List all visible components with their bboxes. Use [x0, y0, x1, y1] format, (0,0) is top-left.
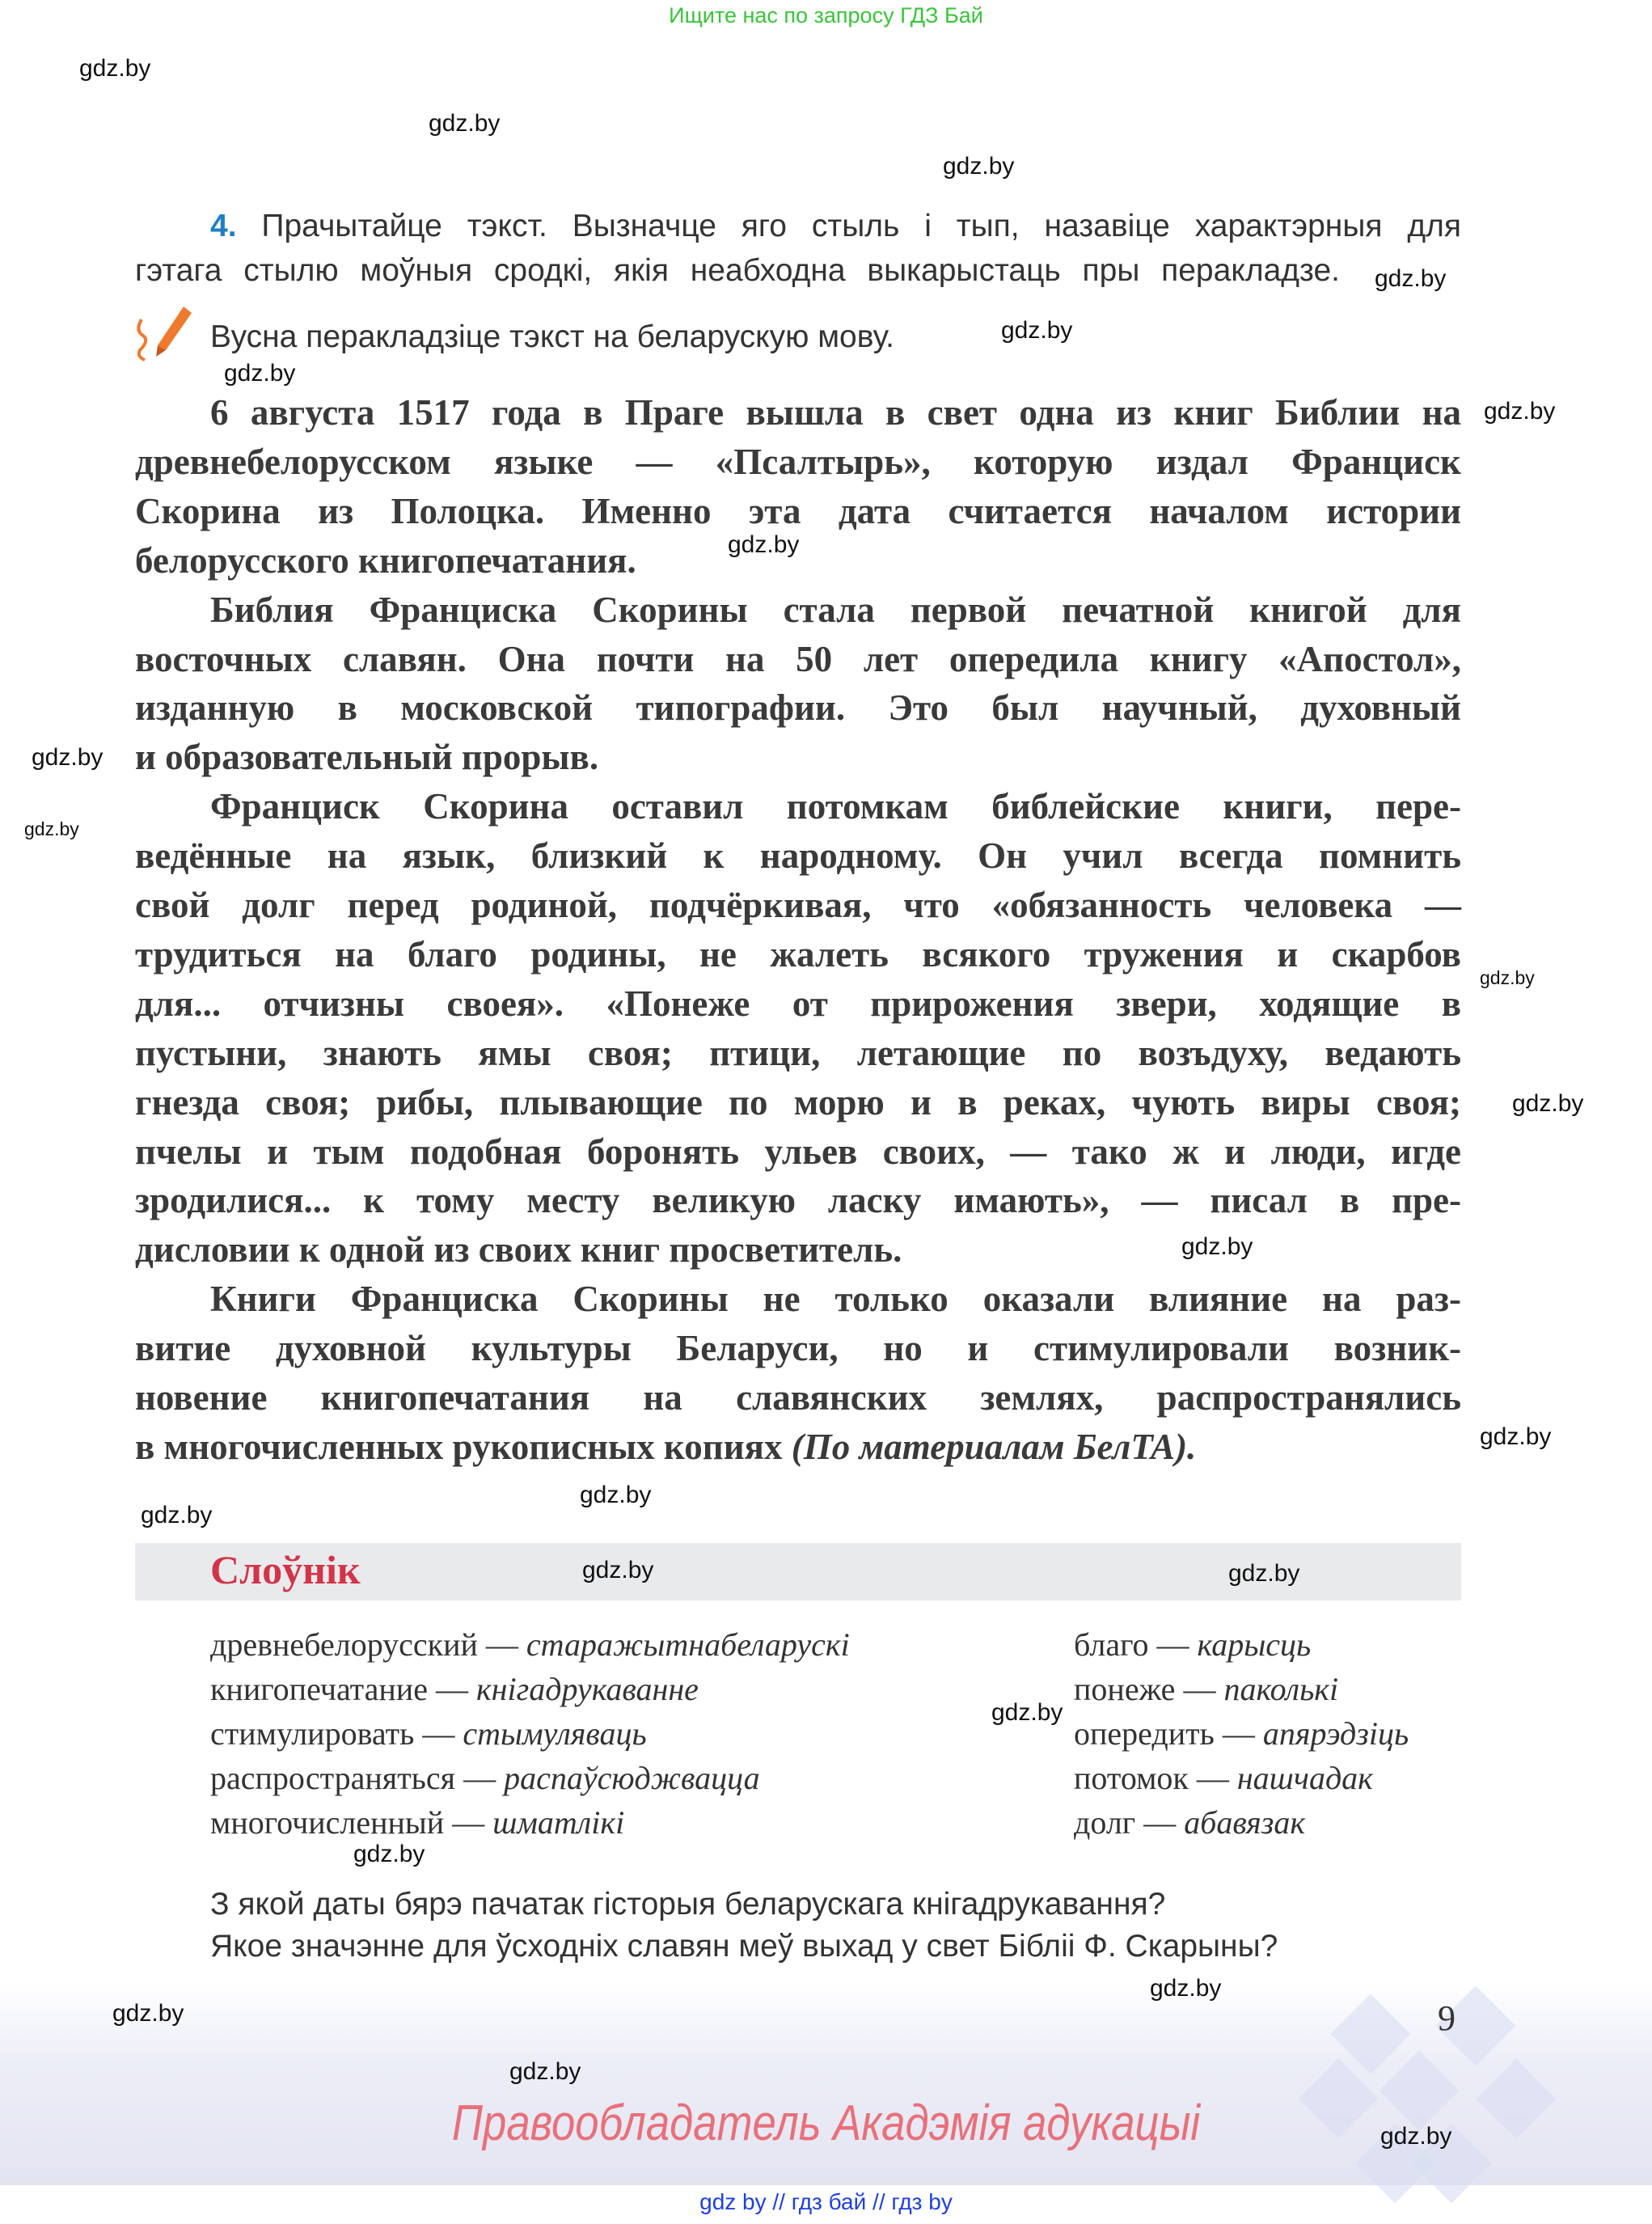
- text-line-content: зродилися... к тому месту великую ласку имають», — писал в пре-: [135, 1180, 1461, 1221]
- vocab-dash: —: [452, 1804, 485, 1841]
- vocab-term: опередить: [1074, 1715, 1215, 1752]
- watermark: gdz.by: [32, 744, 104, 771]
- watermark: gdz.by: [1181, 1233, 1253, 1260]
- text-line: [135, 831, 1461, 881]
- text-line-content: пчелы и тым подобная боронять ульев своих, — тако ж и люди, игде: [135, 1131, 1461, 1172]
- text-line-content: Франциск Скорина оставил потомкам библейские книги, пере-: [210, 786, 1461, 827]
- vocab-translation: апярэдзіць: [1262, 1715, 1409, 1752]
- watermark: gdz.by: [728, 531, 800, 558]
- vocab-dash: —: [1183, 1671, 1216, 1707]
- text-line-content: для... отчизны своея». «Понеже от прирожения звери, ходящие в: [135, 983, 1461, 1024]
- vocab-dash: —: [1222, 1715, 1255, 1752]
- text-line: [135, 635, 1461, 684]
- watermark: gdz.by: [1375, 265, 1447, 292]
- watermark: gdz.by: [1380, 2123, 1452, 2150]
- vocabulary-entry: [210, 1715, 647, 1753]
- text-line: [135, 487, 1461, 536]
- text-line: [135, 1127, 1461, 1177]
- text-line: [135, 1029, 1461, 1078]
- vocabulary-title: Слоўнік: [210, 1547, 361, 1592]
- text-line-content: новение книгопечатания на славянских землях, распространялись: [135, 1377, 1461, 1418]
- vocabulary-entry: [210, 1626, 850, 1664]
- task-line-2: гэтага стылю моўныя сродкі, якія неабходна выкарыстаць пры перакладзе.: [135, 253, 1340, 288]
- watermark: gdz.by: [24, 818, 79, 839]
- watermark: gdz.by: [141, 1502, 213, 1528]
- task-text: Прачытайце тэкст. Вызначце яго стыль і тып, назавіце характэрныя для: [261, 209, 1461, 243]
- vocab-term: понеже: [1074, 1671, 1176, 1707]
- vocabulary-entry: [210, 1759, 760, 1797]
- pen-icon: [133, 303, 194, 364]
- text-line: [135, 1423, 1461, 1472]
- text-line-content: в многочисленных рукописных копиях: [135, 1426, 792, 1467]
- watermark: gdz.by: [429, 110, 501, 137]
- page-number: 9: [1438, 1998, 1456, 2038]
- text-line-content: белорусского книгопечатания.: [135, 539, 636, 581]
- watermark: gdz.by: [943, 153, 1015, 180]
- watermark: gdz.by: [1480, 1423, 1552, 1450]
- task-number: 4.: [210, 209, 237, 243]
- vocab-translation: карысць: [1197, 1626, 1312, 1663]
- watermark: gdz.by: [1228, 1560, 1300, 1587]
- vocabulary-entry: [210, 1803, 624, 1841]
- vocab-dash: —: [1143, 1804, 1177, 1841]
- text-line: [135, 979, 1461, 1029]
- text-line-content: витие духовной культуры Беларуси, но и стимулировали возник-: [135, 1328, 1461, 1369]
- vocab-term: потомок: [1074, 1760, 1189, 1796]
- text-line: [135, 683, 1461, 733]
- text-line-content: свой долг перед родиной, подчёркивая, что «обязанность человека —: [135, 885, 1461, 925]
- question-1: З якой даты бярэ пачатак гісторыя беларускага кнігадрукавання?: [210, 1887, 1166, 1922]
- footer-links[interactable]: gdz by // гдз бай // гдз by: [699, 2189, 953, 2214]
- text-line-content: древнебелорусском языке — «Псалтырь», которую издал Франциск: [135, 441, 1461, 482]
- vocab-dash: —: [1196, 1760, 1229, 1796]
- vocab-translation: кнігадрукаванне: [475, 1671, 699, 1707]
- vocab-dash: —: [1156, 1626, 1189, 1663]
- top-banner: Ищите нас по запросу ГДЗ Бай: [669, 3, 983, 27]
- rights-holder: Правообладатель Акадэмія адукацыі: [451, 2095, 1201, 2151]
- text-line: [135, 1324, 1461, 1373]
- text-line: [135, 1078, 1461, 1127]
- text-line: [135, 881, 1461, 930]
- task-line-1: [210, 209, 1461, 244]
- vocabulary-entry: [1074, 1626, 1311, 1664]
- watermark: gdz.by: [1484, 398, 1556, 425]
- vocab-term: древнебелорусский: [210, 1626, 478, 1663]
- vocabulary-entry: [1074, 1803, 1305, 1841]
- vocabulary-entry: [1074, 1759, 1373, 1797]
- vocab-dash: —: [485, 1626, 518, 1663]
- text-line-content: изданную в московской типографии. Это был научный, духовный: [135, 687, 1461, 729]
- text-line: [210, 586, 1461, 635]
- watermark: gdz.by: [353, 1841, 425, 1867]
- vocabulary-entry: [210, 1670, 699, 1708]
- watermark: gdz.by: [1512, 1090, 1584, 1117]
- text-line-content: гнезда своя; рибы, плывающие по морю и в реках, чують виры своя;: [135, 1081, 1461, 1123]
- source-citation: (По материалам БелТА).: [791, 1426, 1197, 1467]
- vocab-translation: абавязак: [1184, 1804, 1306, 1841]
- vocab-translation: паколькі: [1223, 1671, 1339, 1707]
- vocab-translation: стымуляваць: [463, 1715, 647, 1752]
- watermark: gdz.by: [991, 1699, 1063, 1726]
- watermark: gdz.by: [1001, 317, 1073, 344]
- question-2: Якое значэнне для ўсходніх славян меў выхад у свет Бібліі Ф. Скарыны?: [210, 1929, 1278, 1964]
- text-line-content: Скорина из Полоцка. Именно эта дата считается началом истории: [135, 490, 1461, 531]
- watermark: gdz.by: [1480, 967, 1535, 988]
- text-line: [210, 1275, 1461, 1324]
- vocab-translation: шматлікі: [492, 1804, 625, 1841]
- watermark: gdz.by: [224, 360, 296, 387]
- vocabulary-entry: [1074, 1715, 1409, 1753]
- text-line-content: Книги Франциска Скорины не только оказали влияние на раз-: [210, 1279, 1461, 1320]
- vocab-term: многочисленный: [210, 1804, 445, 1841]
- vocab-term: долг: [1074, 1804, 1136, 1841]
- watermark: gdz.by: [509, 2058, 581, 2085]
- vocab-translation: нашчадак: [1236, 1760, 1373, 1796]
- text-line-content: трудиться на благо родины, не жалеть всякого тружения и скарбов: [135, 933, 1461, 975]
- text-line-content: ведённые на язык, близкий к народному. Он учил всегда помнить: [135, 835, 1461, 877]
- task-instruction: Вусна перакладзіце тэкст на беларускую мову.: [210, 319, 895, 354]
- vocab-term: книгопечатание: [210, 1671, 428, 1707]
- text-line-content: восточных славян. Она почти на 50 лет опередила книгу «Апостол»,: [135, 638, 1461, 679]
- text-line: [210, 782, 1461, 831]
- vocab-term: благо: [1074, 1626, 1149, 1663]
- text-line: [135, 438, 1461, 487]
- text-line: [135, 930, 1461, 979]
- vocab-dash: —: [422, 1715, 455, 1752]
- text-line-content: дисловии к одной из своих книг просветитель.: [135, 1229, 902, 1271]
- text-line-content: Библия Франциска Скорины стала первой печатной книгой для: [210, 589, 1461, 630]
- vocabulary-entry: [1074, 1670, 1338, 1708]
- text-line-content: пустыни, знають ямы своя; птици, летающие по возъдуху, ведають: [135, 1032, 1461, 1073]
- text-line: [135, 1225, 1461, 1275]
- text-line: [135, 1373, 1461, 1423]
- watermark: gdz.by: [582, 1557, 654, 1583]
- watermark: gdz.by: [580, 1482, 652, 1508]
- text-line: [135, 1176, 1461, 1225]
- vocab-translation: старажытнабеларускі: [526, 1626, 850, 1663]
- vocab-term: распространяться: [210, 1760, 456, 1796]
- text-line: [210, 388, 1461, 438]
- watermark: gdz.by: [1150, 1975, 1222, 2002]
- watermark: gdz.by: [79, 55, 151, 82]
- vocab-translation: распаўсюджвацца: [504, 1760, 760, 1796]
- vocab-dash: —: [435, 1671, 468, 1707]
- vocab-term: стимулировать: [210, 1715, 415, 1752]
- text-line-content: и образовательный прорыв.: [135, 737, 599, 778]
- vocab-dash: —: [463, 1760, 496, 1796]
- text-line-content: 6 августа 1517 года в Праге вышла в свет одна из книг Библии на: [210, 392, 1461, 433]
- watermark: gdz.by: [112, 2000, 184, 2027]
- text-line: [135, 733, 1461, 782]
